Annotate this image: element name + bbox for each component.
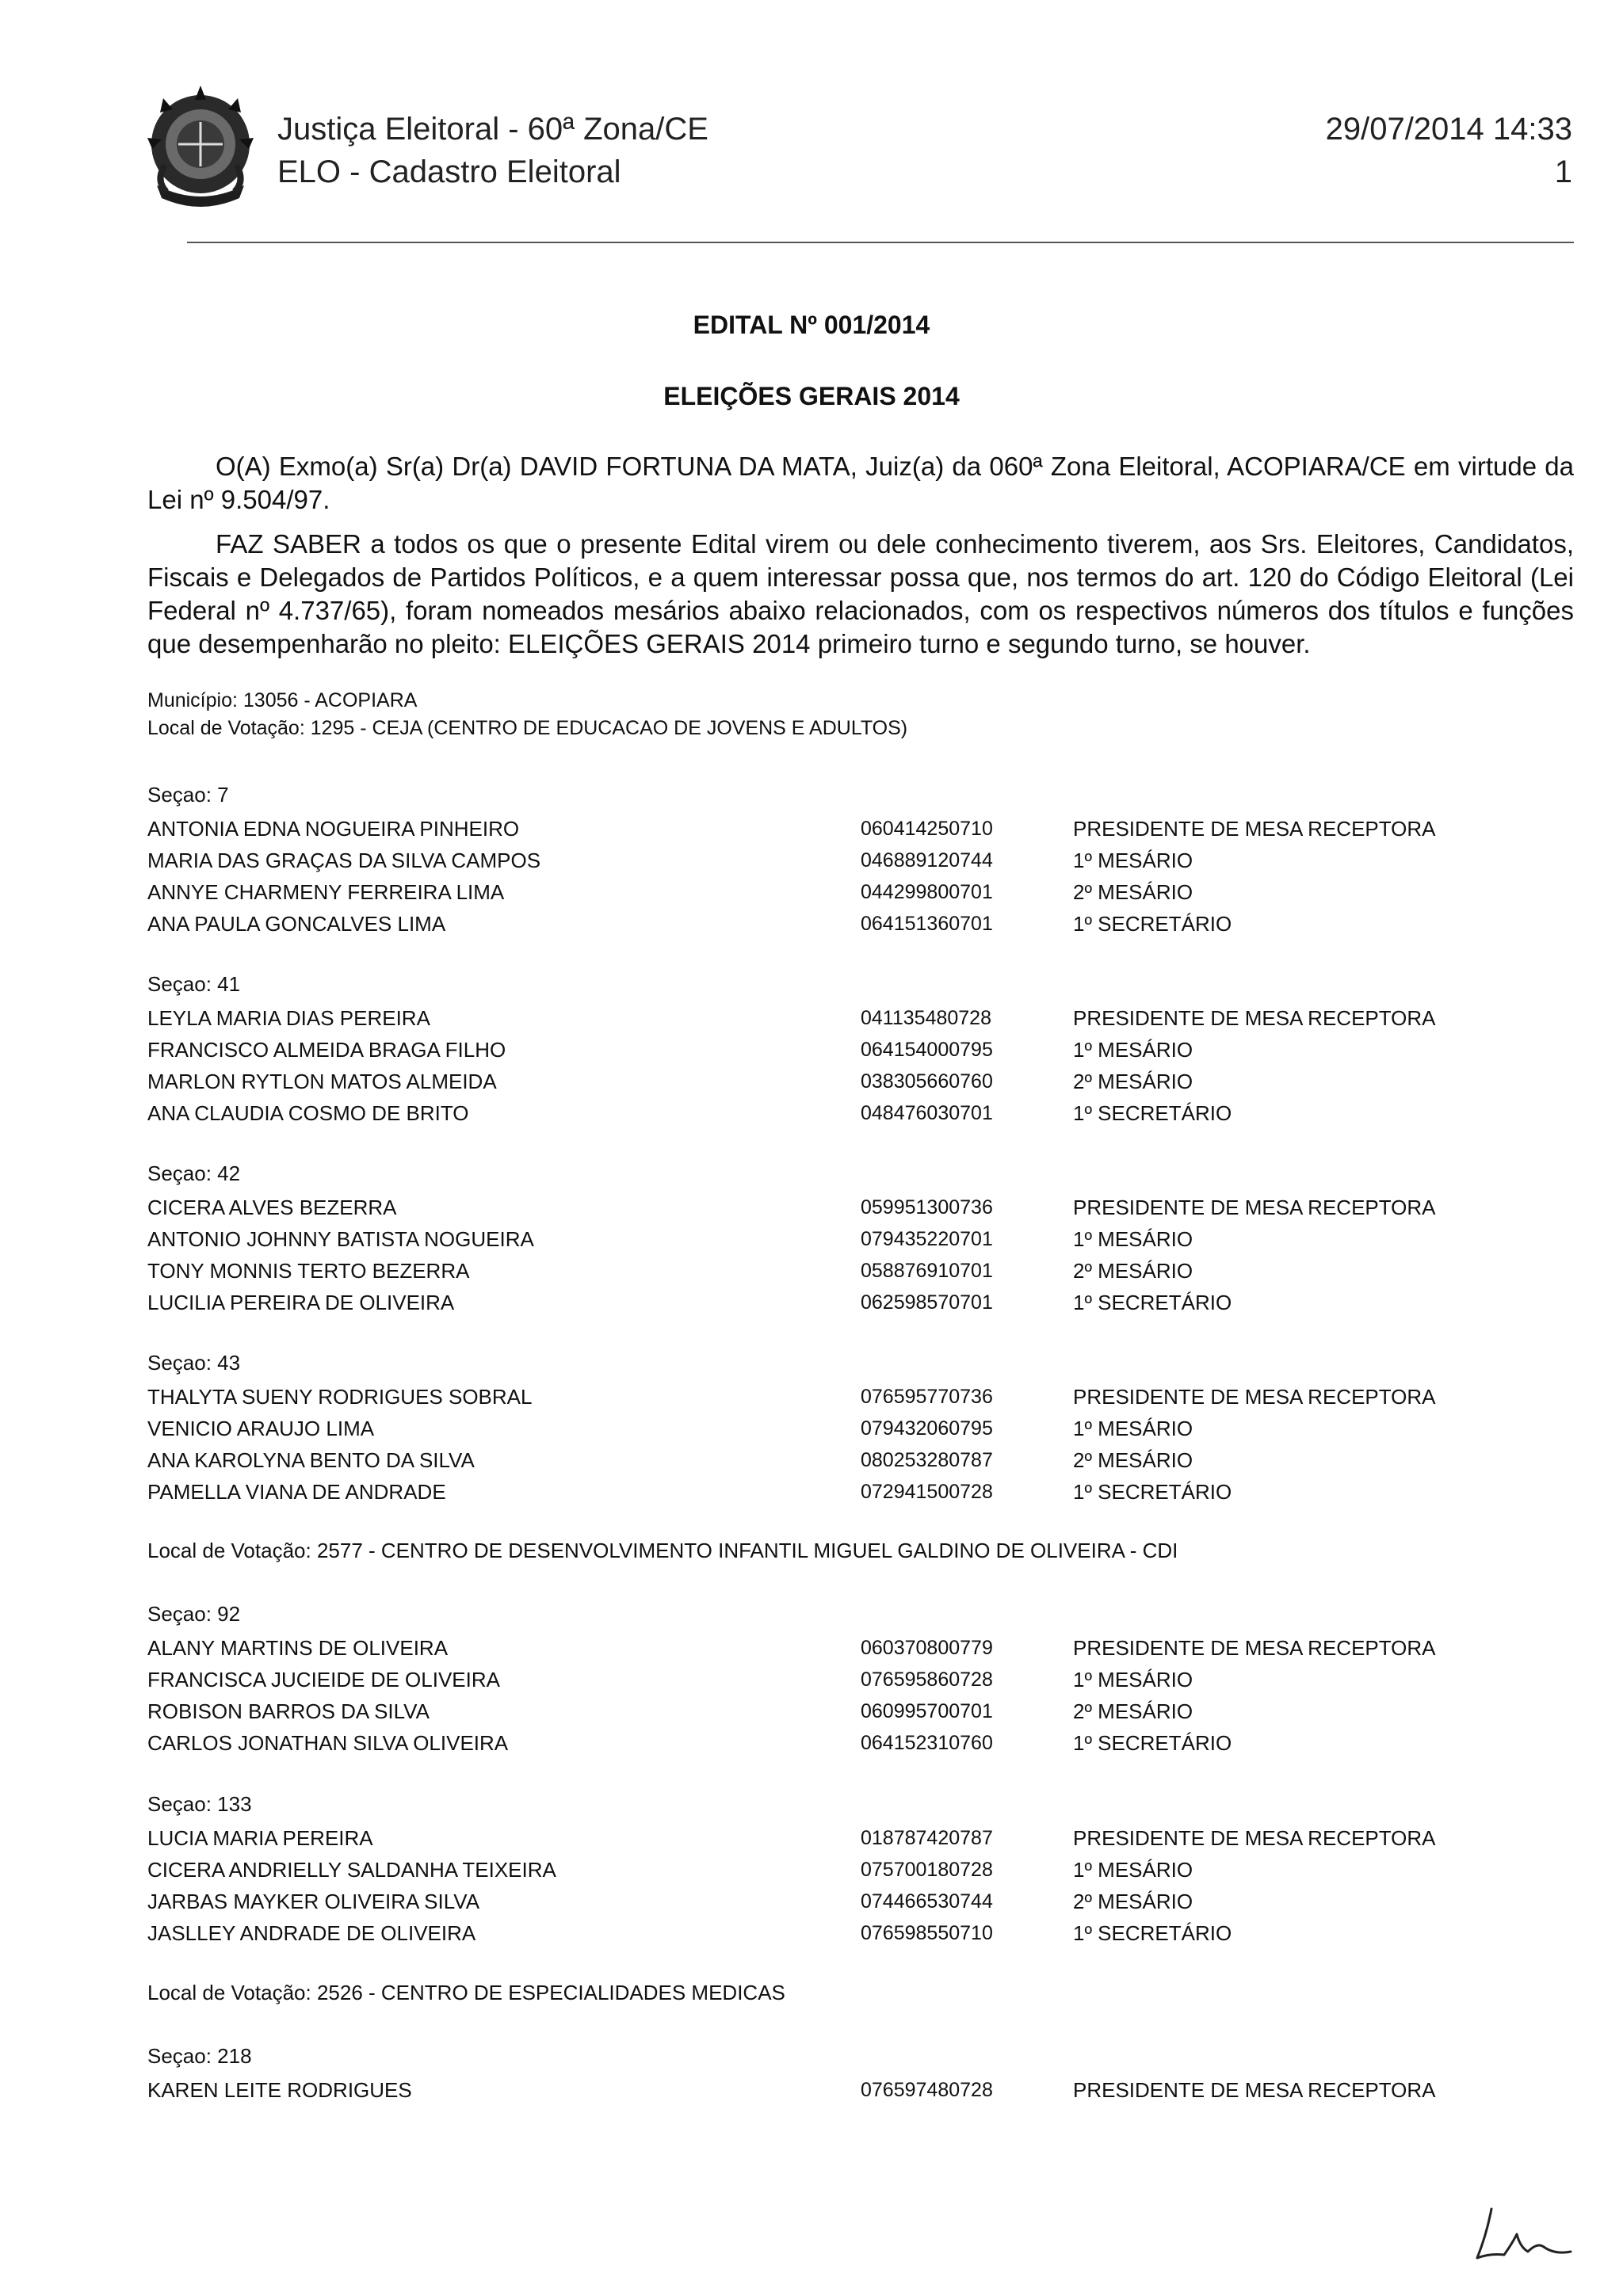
row-name: ANTONIA EDNA NOGUEIRA PINHEIRO [147,817,520,841]
table-row [147,1917,1574,1949]
row-name: VENICIO ARAUJO LIMA [147,1417,375,1440]
row-funcao: 1º SECRETÁRIO [1073,1101,1232,1125]
table-row [147,1695,1574,1727]
section-label: Seçao: 41 [147,972,241,996]
row-funcao: 1º SECRETÁRIO [1073,1921,1232,1945]
row-funcao: 2º MESÁRIO [1073,1448,1193,1472]
row-titulo: 060995700701 [861,1700,993,1722]
table-row [147,813,1574,845]
row-name: CARLOS JONATHAN SILVA OLIVEIRA [147,1731,509,1755]
row-funcao: 1º MESÁRIO [1073,1858,1193,1882]
edital-title: EDITAL Nº 001/2014 [693,311,930,339]
row-name: ROBISON BARROS DA SILVA [147,1699,430,1723]
row-titulo: 064154000795 [861,1039,993,1061]
row-funcao: 1º MESÁRIO [1073,1038,1193,1062]
row-titulo: 072941500728 [861,1481,993,1503]
row-funcao: PRESIDENTE DE MESA RECEPTORA [1073,1196,1436,1219]
row-funcao: 1º MESÁRIO [1073,1227,1193,1251]
row-titulo: 076595860728 [861,1669,993,1691]
row-titulo: 018787420787 [861,1827,993,1849]
table-row [147,1727,1574,1759]
row-titulo: 060414250710 [861,818,993,840]
row-titulo: 080253280787 [861,1449,993,1471]
row-name: ANA KAROLYNA BENTO DA SILVA [147,1448,475,1472]
row-name: THALYTA SUENY RODRIGUES SOBRAL [147,1385,533,1409]
table-row [147,1066,1574,1097]
header-system: ELO - Cadastro Eleitoral [277,154,621,189]
row-titulo: 048476030701 [861,1102,993,1124]
row-funcao: PRESIDENTE DE MESA RECEPTORA [1073,1826,1436,1850]
local-votacao-1: Local de Votação: 1295 - CEJA (CENTRO DE EDUCACAO DE JOVENS E ADULTOS) [147,717,908,739]
row-funcao: 1º MESÁRIO [1073,1668,1193,1691]
row-funcao: 1º SECRETÁRIO [1073,912,1232,936]
section-label: Seçao: 92 [147,1602,241,1626]
municipio-line: Município: 13056 - ACOPIARA [147,689,418,711]
row-name: ALANY MARTINS DE OLIVEIRA [147,1636,449,1660]
row-funcao: 2º MESÁRIO [1073,880,1193,904]
table-row [147,1034,1574,1066]
row-name: KAREN LEITE RODRIGUES [147,2078,412,2102]
row-funcao: PRESIDENTE DE MESA RECEPTORA [1073,1385,1436,1409]
intro-paragraph-1: O(A) Exmo(a) Sr(a) Dr(a) DAVID FORTUNA DA MATA, Juiz(a) da 060ª Zona Eleitoral, ACOPIARA/CE em virtude da Lei nº 9.504/97. [147,452,1574,514]
table-row [147,1632,1574,1664]
row-funcao: PRESIDENTE DE MESA RECEPTORA [1073,1006,1436,1030]
row-name: JARBAS MAYKER OLIVEIRA SILVA [147,1890,480,1913]
row-titulo: 079435220701 [861,1228,993,1250]
edital-subtitle: ELEIÇÕES GERAIS 2014 [663,382,960,410]
table-row [147,1444,1574,1476]
table-row [147,1413,1574,1444]
table-row [147,2074,1574,2106]
row-name: FRANCISCA JUCIEIDE DE OLIVEIRA [147,1668,500,1691]
row-funcao: 2º MESÁRIO [1073,1259,1193,1283]
row-funcao: PRESIDENTE DE MESA RECEPTORA [1073,2078,1436,2102]
row-funcao: PRESIDENTE DE MESA RECEPTORA [1073,1636,1436,1660]
row-funcao: 2º MESÁRIO [1073,1890,1193,1913]
section-label: Seçao: 218 [147,2044,252,2068]
row-funcao: 1º SECRETÁRIO [1073,1291,1232,1314]
table-row [147,876,1574,908]
row-titulo: 059951300736 [861,1196,993,1219]
table-row [147,1664,1574,1695]
row-name: MARLON RYTLON MATOS ALMEIDA [147,1070,497,1093]
row-titulo: 076598550710 [861,1922,993,1944]
row-titulo: 064152310760 [861,1732,993,1754]
table-row [147,1255,1574,1287]
row-titulo: 038305660760 [861,1070,993,1093]
row-titulo: 076597480728 [861,2079,993,2101]
row-name: PAMELLA VIANA DE ANDRADE [147,1480,446,1504]
section-label: Seçao: 7 [147,783,229,807]
row-name: CICERA ALVES BEZERRA [147,1196,397,1219]
table-row [147,1192,1574,1223]
row-funcao: 2º MESÁRIO [1073,1699,1193,1723]
row-titulo: 076595770736 [861,1386,993,1408]
row-titulo: 046889120744 [861,849,993,871]
section-label: Seçao: 43 [147,1351,241,1375]
row-name: MARIA DAS GRAÇAS DA SILVA CAMPOS [147,849,541,872]
local-votacao-2: Local de Votação: 2577 - CENTRO DE DESENVOLVIMENTO INFANTIL MIGUEL GALDINO DE OLIVEIRA - CDI [147,1539,1178,1562]
header-datetime: 29/07/2014 14:33 [1325,112,1572,147]
intro-paragraph-2: FAZ SABER a todos os que o presente Edital virem ou dele conhecimento tiverem, aos Srs. Eleitores, Candidatos, Fiscais e Delegados de Partidos Políticos, e a quem interessar possa que, nos termos do art. 120 do Código Eleitoral (Lei Federal nº 4.737/65), foram nomeados mesários abaixo relacionados, com os respectivos números dos títulos e funções que desempenharão no pleito: ELEIÇÕES GERAIS 2014 primeiro turno e segundo turno, se houver. [147,529,1574,658]
table-row [147,1886,1574,1917]
row-name: LUCIA MARIA PEREIRA [147,1826,373,1850]
table-row [147,1287,1574,1318]
row-name: ANTONIO JOHNNY BATISTA NOGUEIRA [147,1227,534,1251]
section-label: Seçao: 133 [147,1792,252,1816]
row-titulo: 041135480728 [861,1007,991,1029]
row-titulo: 060370800779 [861,1637,993,1659]
table-row [147,845,1574,876]
handwritten-initials-signature [1466,2203,1577,2274]
row-titulo: 064151360701 [861,913,993,935]
table-row [147,1223,1574,1255]
row-funcao: 1º SECRETÁRIO [1073,1480,1232,1504]
row-name: CICERA ANDRIELLY SALDANHA TEIXEIRA [147,1858,556,1882]
table-row [147,1381,1574,1413]
table-row [147,1002,1574,1034]
local-votacao-3: Local de Votação: 2526 - CENTRO DE ESPECIALIDADES MEDICAS [147,1981,785,2004]
row-titulo: 079432060795 [861,1417,993,1440]
section-label: Seçao: 42 [147,1161,241,1185]
row-titulo: 044299800701 [861,881,993,903]
row-name: LEYLA MARIA DIAS PEREIRA [147,1006,430,1030]
table-row [147,1476,1574,1508]
header-org: Justiça Eleitoral - 60ª Zona/CE [277,112,708,147]
table-row [147,1822,1574,1854]
row-name: ANNYE CHARMENY FERREIRA LIMA [147,880,505,904]
edital-intro [147,450,1574,661]
row-name: TONY MONNIS TERTO BEZERRA [147,1259,470,1283]
header-page-number: 1 [1554,154,1572,189]
header-divider [187,242,1574,243]
table-row [147,908,1574,940]
row-name: ANA CLAUDIA COSMO DE BRITO [147,1101,469,1125]
table-row [147,1097,1574,1129]
row-funcao: PRESIDENTE DE MESA RECEPTORA [1073,817,1436,841]
row-titulo: 074466530744 [861,1890,993,1913]
coat-of-arms-seal [141,82,260,217]
row-titulo: 062598570701 [861,1291,993,1314]
table-row [147,1854,1574,1886]
row-titulo: 058876910701 [861,1260,993,1282]
row-name: LUCILIA PEREIRA DE OLIVEIRA [147,1291,455,1314]
row-titulo: 075700180728 [861,1859,993,1881]
row-name: ANA PAULA GONCALVES LIMA [147,912,446,936]
row-funcao: 1º MESÁRIO [1073,1417,1193,1440]
row-name: FRANCISCO ALMEIDA BRAGA FILHO [147,1038,506,1062]
row-name: JASLLEY ANDRADE DE OLIVEIRA [147,1921,476,1945]
row-funcao: 1º SECRETÁRIO [1073,1731,1232,1755]
row-funcao: 2º MESÁRIO [1073,1070,1193,1093]
row-funcao: 1º MESÁRIO [1073,849,1193,872]
